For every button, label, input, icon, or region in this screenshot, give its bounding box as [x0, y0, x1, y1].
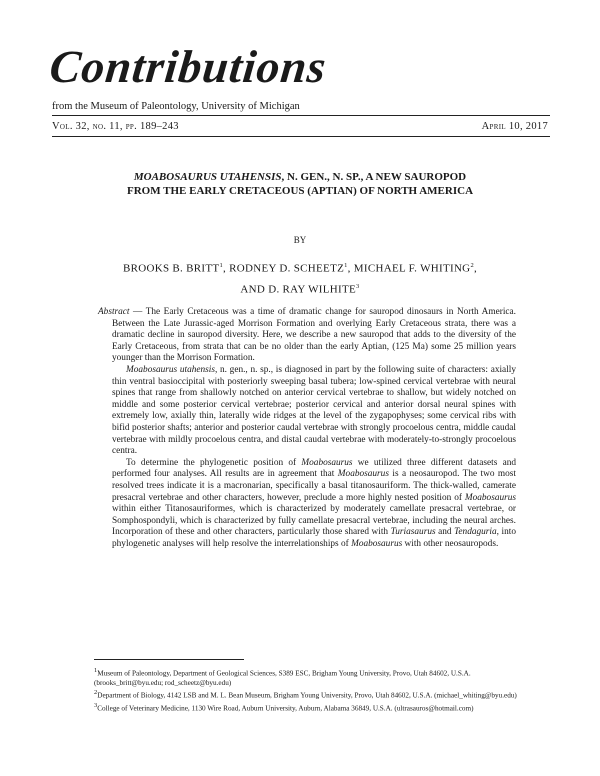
- abstract-paragraph-1: [98, 307, 516, 365]
- footnote-mark: 3: [94, 701, 98, 709]
- footnotes: [94, 666, 534, 713]
- authors: [60, 257, 540, 298]
- author-separator: ,: [347, 262, 354, 275]
- footnote-mark: 2: [94, 689, 98, 697]
- author-name: RODNEY D. SCHEETZ: [229, 262, 345, 275]
- title-genus-species: MOABOSAURUS UTAHENSIS: [133, 171, 282, 183]
- header-rule-top: [52, 115, 550, 116]
- footnote: [94, 688, 534, 700]
- author-affiliation-mark: 2: [470, 262, 474, 269]
- abstract-paragraph-3: [112, 458, 516, 551]
- journal-title: Contributions: [47, 41, 330, 92]
- genus-name: Moabosaurus: [464, 492, 516, 503]
- abstract-text: we utilized three different datasets and performed four analyses. All results are in agreement that: [112, 457, 517, 480]
- footnote-text: Department of Biology, 4142 LSB and M. L. Bean Museum, Brigham Young University, Provo, Utah 84602, U.S.A. (michael_whiting@byu.edu): [97, 691, 517, 700]
- genus-name: Turiasaurus: [390, 527, 436, 538]
- header-rule-bottom: [52, 136, 550, 137]
- footnote: [94, 666, 534, 688]
- genus-name: Moabosaurus: [337, 469, 389, 480]
- publication-date: April 10, 2017: [481, 121, 548, 132]
- species-name: Moabosaurus utahensis: [126, 364, 215, 375]
- author-affiliation-mark: 1: [219, 262, 223, 269]
- abstract-text: within either Titanosauriformes, which is characterized by moderately camellate presacral vertebrae, or Somphospondyli, which is characterized by fully camellate presacral vertebrae, including the neural arches. Incorporation of these and other characters, particularly those shared with: [112, 504, 516, 538]
- title-rest: , N. GEN., N. SP., A NEW SAUROPOD: [281, 171, 467, 183]
- abstract-label: Abstract: [98, 307, 130, 317]
- footnote-text: Museum of Paleontology, Department of Geological Sciences, S389 ESC, Brigham Young University, Provo, Utah 84602, U.S.A. (brooks_britt@byu.edu; rod_scheetz@byu.edu): [94, 669, 471, 688]
- title-line2: FROM THE EARLY CRETACEOUS (APTIAN) OF NORTH AMERICA: [126, 185, 474, 197]
- author-name: MICHAEL F. WHITING: [353, 262, 471, 275]
- genus-name: Moabosaurus: [301, 457, 353, 468]
- footnote: [94, 701, 534, 713]
- author-name: BROOKS B. BRITT: [122, 262, 220, 275]
- abstract-text: To determine the phylogenetic position of: [126, 457, 302, 468]
- author-separator: ,: [223, 262, 230, 275]
- footnote-rule: [94, 659, 244, 660]
- footnote-mark: 1: [94, 667, 98, 674]
- journal-subtitle: from the Museum of Paleontology, University of Michigan: [52, 101, 300, 112]
- by-line: BY: [293, 235, 307, 245]
- author-affiliation-mark: 3: [356, 282, 360, 290]
- abstract-text: , n. gen., n. sp., is diagnosed in part by the following suite of characters: axially thin ventral basioccipital with posteriorly sweeping basal tubera; low-spined cervical vertebrae with neural spines that range from shallowly notched on anterior cervical vertebrae to shallow, but widely notched on middle and some posterior cervical vertebrae; posterior cervical and anterior dorsal neural spines with extremely low, axially thin, laterally wide ridges at the level of the zygapophyses; some cervical ribs with bifid posterior shafts; anterior and posterior caudal vertebrae with strongly procoelous centra, middle caudal vertebrae with mildly procoelous centra, and distal caudal vertebrae with moderately-to-strongly procoelous centra.: [112, 364, 516, 457]
- author-affiliation-mark: 1: [344, 262, 348, 269]
- abstract: [98, 307, 517, 550]
- abstract-text: , into phylogenetic analyses will help resolve the interrelationships of: [112, 527, 516, 549]
- footnote-text: College of Veterinary Medicine, 1130 Wire Road, Auburn University, Auburn, Alabama 36849, U.S.A. (ultrasauros@hotmail.com): [97, 704, 474, 713]
- abstract-paragraph-2: [112, 365, 516, 458]
- author-name: AND D. RAY WILHITE: [240, 283, 357, 296]
- abstract-text: — The Early Cretaceous was a time of dramatic change for sauropod dinosaurs in North America. Between the Late Jurassic-aged Morrison Formation and overlying Early Cretaceous strata, there was a dramatic decline in sauropod diversity. Here, we describe a new sauropod that adds to the diversity of the Early Cretaceous, from strata that can be no older than the early Aptian, (125 Ma) some 25 million years younger than the Morrison Formation.: [112, 307, 516, 364]
- abstract-text: is a neosauropod. The two most resolved trees indicate it is a macronarian, specifically a basal titanosauriform. The thick-walled, camerate presacral vertebrae and other characters, however, preclude a more highly nested position of: [112, 469, 516, 503]
- author-separator: ,: [474, 262, 478, 275]
- volume-info: Vol. 32, no. 11, pp. 189–243: [52, 121, 179, 132]
- genus-name: Tendaguria: [454, 527, 497, 538]
- genus-name: Moabosaurus: [351, 538, 403, 549]
- article-title: [60, 170, 540, 198]
- abstract-text: with other neosauropods.: [402, 538, 499, 549]
- abstract-text: and: [435, 527, 455, 538]
